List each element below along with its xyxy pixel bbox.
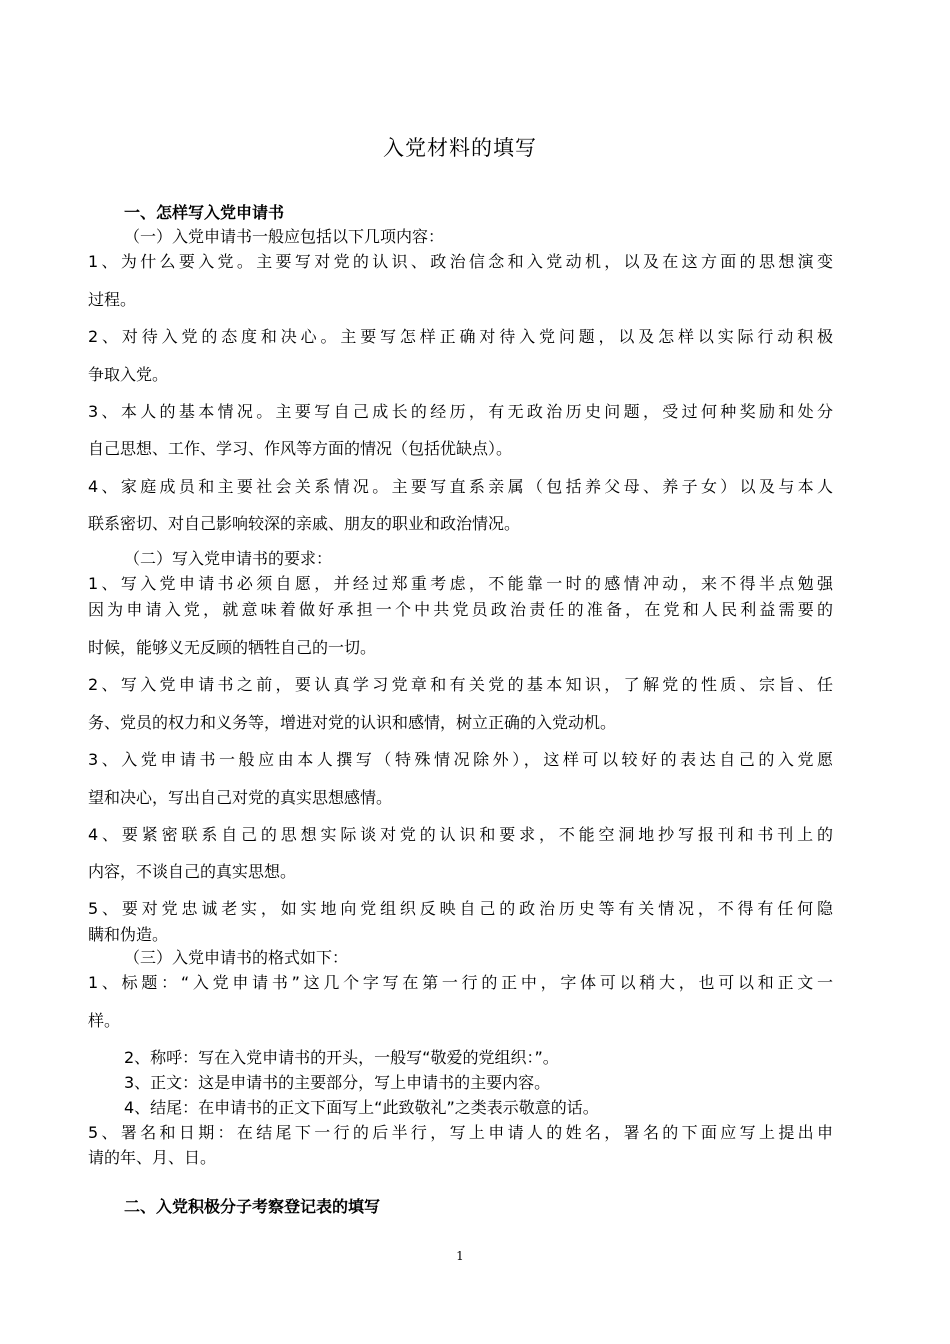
paragraph-line: 自己思想、工作、学习、作风等方面的情况（包括优缺点）。 [88,439,513,458]
paragraph-line: 联系密切、对自己影响较深的亲戚、朋友的职业和政治情况。 [88,514,521,533]
paragraph-line: 4、家庭成员和主要社会关系情况。主要写直系亲属（包括养父母、养子女）以及与本人 [88,477,833,496]
paragraph-line: 因为申请入党，就意味着做好承担一个中共党员政治责任的准备，在党和人民利益需要的 [88,600,833,619]
paragraph-line: 望和决心，写出自己对党的真实思想感情。 [88,788,393,807]
paragraph-line: 5、要对党忠诚老实，如实地向党组织反映自己的政治历史等有关情况，不得有任何隐 [88,899,833,918]
subheading-1: （一）入党申请书一般应包括以下几项内容： [124,227,445,246]
paragraph-line: 4、要紧密联系自己的思想实际谈对党的认识和要求，不能空洞地抄写报刊和书刊上的 [88,825,833,844]
paragraph-line: 1、写入党申请书必须自愿，并经过郑重考虑，不能靠一时的感情冲动，来不得半点勉强 [88,574,833,593]
document-title: 入党材料的填写 [383,136,537,160]
paragraph-line: 务、党员的权力和义务等，增进对党的认识和感情，树立正确的入党动机。 [88,713,617,732]
paragraph-line: 3、入党申请书一般应由本人撰写（特殊情况除外），这样可以较好的表达自己的入党愿 [88,750,833,769]
paragraph-line: 样。 [88,1011,121,1030]
page-number: 1 [456,1249,464,1263]
subheading-2: （二）写入党申请书的要求： [124,549,333,568]
paragraph-line: 4、结尾：在申请书的正文下面写上“此致敬礼”之类表示敬意的话。 [124,1098,599,1117]
paragraph-line: 5、署名和日期：在结尾下一行的后半行，写上申请人的姓名，署名的下面应写上提出申 [88,1123,833,1142]
paragraph-line: 瞒和伪造。 [88,925,169,944]
paragraph-line: 3、本人的基本情况。主要写自己成长的经历，有无政治历史问题，受过何种奖励和处分 [88,402,833,421]
section-heading-1: 一、怎样写入党申请书 [124,203,285,222]
paragraph-line: 时候，能够义无反顾的牺牲自己的一切。 [88,638,377,657]
paragraph-line: 2、对待入党的态度和决心。主要写怎样正确对待入党问题，以及怎样以实际行动积极 [88,327,833,346]
paragraph-line: 过程。 [88,290,137,309]
paragraph-line: 3、正文：这是申请书的主要部分，写上申请书的主要内容。 [124,1073,551,1092]
paragraph-line: 2、写入党申请书之前，要认真学习党章和有关党的基本知识，了解党的性质、宗旨、任 [88,675,833,694]
paragraph-line: 内容，不谈自己的真实思想。 [88,862,297,881]
paragraph-line: 1、标题：“入党申请书”这几个字写在第一行的正中，字体可以稍大，也可以和正文一 [88,973,833,992]
paragraph-line: 2、称呼：写在入党申请书的开头，一般写“敬爱的党组织：”。 [124,1048,559,1067]
paragraph-line: 1、为什么要入党。主要写对党的认识、政治信念和入党动机，以及在这方面的思想演变 [88,252,833,271]
subheading-3: （三）入党申请书的格式如下： [124,948,349,967]
paragraph-line: 请的年、月、日。 [88,1148,217,1167]
section-heading-2: 二、入党积极分子考察登记表的填写 [124,1197,381,1216]
paragraph-line: 争取入党。 [88,365,169,384]
